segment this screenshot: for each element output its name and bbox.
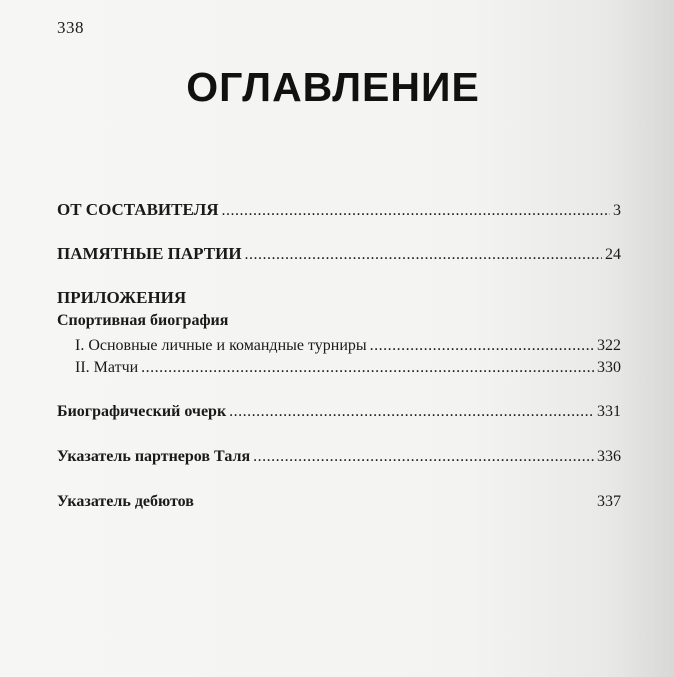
toc-entry-label: II. Матчи: [75, 359, 139, 376]
toc-entry-tournaments[interactable]: [75, 337, 621, 355]
toc-entry-label: Указатель дебютов: [57, 493, 194, 510]
dot-leader: [141, 359, 594, 377]
toc-entry-label: ОТ СОСТАВИТЕЛЯ: [57, 200, 219, 219]
toc-entry-matches[interactable]: [75, 359, 621, 377]
dot-leader: [222, 202, 610, 220]
toc-entry-page: 3: [613, 202, 621, 219]
dot-leader: [229, 403, 594, 421]
dot-leader: [245, 246, 602, 264]
toc-entry-opponents-index[interactable]: [57, 448, 621, 466]
toc-entry-label: Указатель партнеров Таля: [57, 448, 251, 465]
toc-entry-memorable-games[interactable]: [57, 244, 621, 264]
toc-entry-foreword[interactable]: [57, 200, 621, 220]
appendix-heading: ПРИЛОЖЕНИЯ: [57, 288, 187, 307]
toc-entry-page: 336: [597, 448, 621, 465]
toc-entry-page: 330: [597, 359, 621, 376]
page-title: ОГЛАВЛЕНИЕ: [186, 64, 480, 110]
appendix-subheading: Спортивная биография: [57, 312, 229, 329]
toc-entry-label: ПАМЯТНЫЕ ПАРТИИ: [57, 244, 242, 263]
toc-entry-openings-index[interactable]: [57, 493, 621, 511]
toc-entry-label: I. Основные личные и командные турниры: [75, 337, 367, 354]
toc-entry-page: 337: [597, 493, 621, 510]
dot-leader: [370, 337, 594, 355]
toc-entry-label: Биографический очерк: [57, 403, 227, 420]
toc-entry-page: 322: [597, 337, 621, 354]
toc-entry-page: 24: [605, 246, 621, 263]
toc-entry-page: 331: [597, 403, 621, 420]
dot-leader: [253, 448, 594, 466]
page-number: 338: [57, 18, 84, 37]
toc-entry-biography[interactable]: [57, 403, 621, 421]
